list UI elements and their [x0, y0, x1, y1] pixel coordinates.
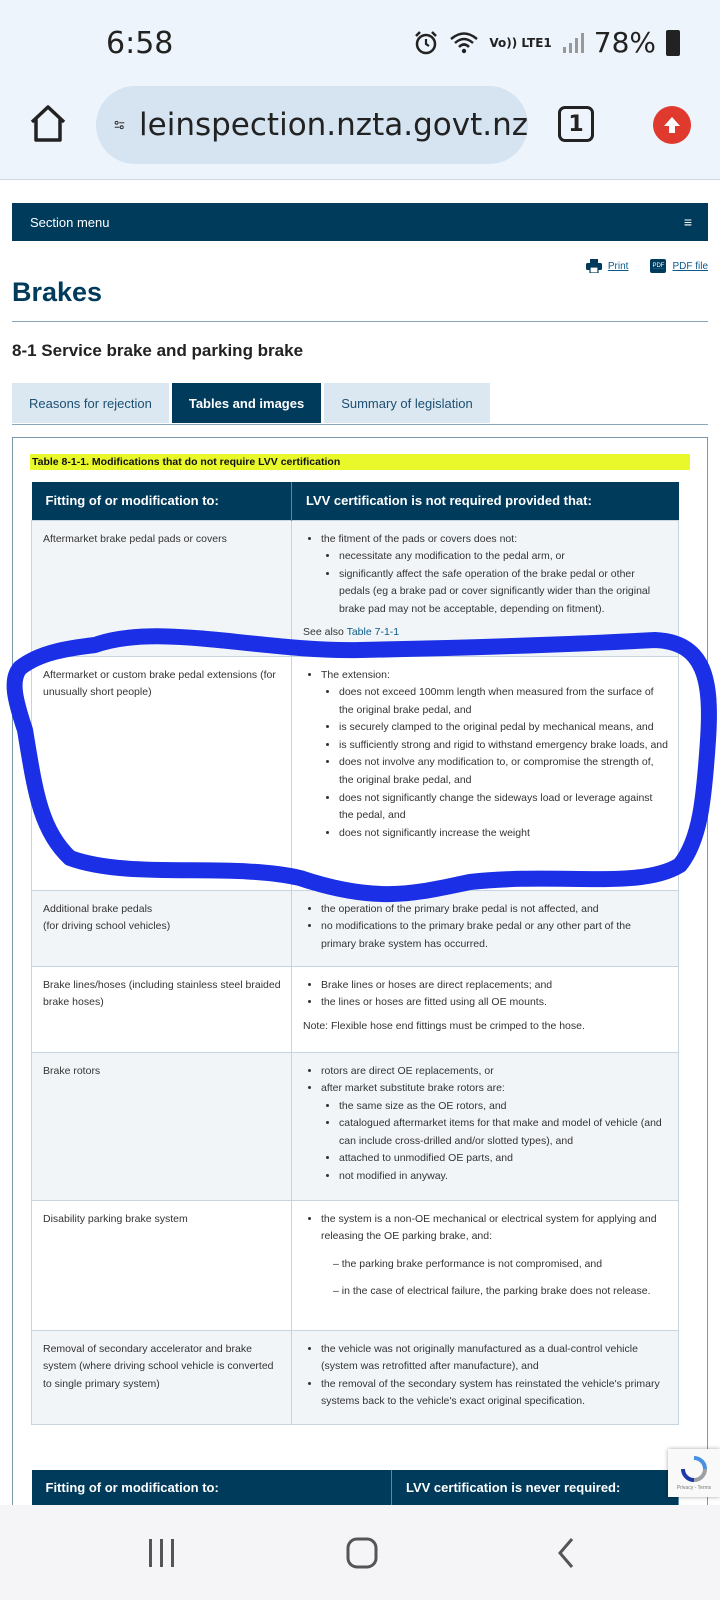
item-cell: Removal of secondary accelerator and brake system (where driving school vehicle is converted to single primary system): [32, 1330, 292, 1424]
hamburger-icon: ≡: [683, 214, 692, 230]
see-also: See also Table 7-1-1: [303, 626, 400, 639]
status-time: 6:58: [106, 26, 174, 61]
table-header-row: [32, 1470, 679, 1505]
battery-percent: 78%: [593, 26, 656, 59]
list-item: • does not significantly increase the weight: [339, 825, 668, 843]
list-item: • the operation of the primary brake pedal is not affected, and: [321, 901, 668, 919]
list-item: • does not significantly change the sideways load or leverage against the pedal, and: [339, 790, 668, 825]
tab-panel: [12, 437, 708, 1505]
list-item: • does not involve any modification to, or compromise the strength of, the original brake pedal, and: [339, 754, 668, 789]
item-cell: Aftermarket brake pedal pads or covers: [32, 520, 292, 656]
alarm-icon: [413, 30, 439, 56]
condition-text: The extension:: [321, 668, 390, 681]
update-icon[interactable]: [653, 106, 691, 144]
condition-cell: [292, 656, 679, 890]
tab-tables-and-images[interactable]: Tables and images: [172, 383, 321, 423]
tab-summary-of-legislation[interactable]: Summary of legislation: [324, 383, 490, 423]
list-item: after market substitute brake rotors are:: [321, 1082, 505, 1095]
item-cell: Disability parking brake system: [32, 1200, 292, 1330]
condition-cell: [292, 890, 679, 966]
utility-links: [586, 259, 708, 273]
list-item: • catalogued aftermarket items for that make and model of vehicle (and can include cross-drilled and/or slotted types), and: [339, 1115, 668, 1150]
signal-icon: [562, 32, 584, 54]
column-header: LVV certification is not required provided that:: [292, 482, 679, 520]
tab-reasons-for-rejection[interactable]: Reasons for rejection: [12, 383, 169, 423]
print-link[interactable]: [586, 259, 629, 273]
recent-apps-button[interactable]: [132, 1533, 192, 1573]
table-row: [32, 966, 679, 1052]
table-row: [32, 1330, 679, 1424]
list-item: • no modifications to the primary brake pedal or any other part of the primary brake system has occurred.: [321, 918, 668, 953]
pdf-link[interactable]: [650, 259, 708, 273]
list-item: • attached to unmodified OE parts, and: [339, 1150, 668, 1168]
table-row: [32, 890, 679, 966]
recaptcha-icon: [680, 1455, 708, 1483]
list-item: • Brake lines or hoses are direct replacements; and: [321, 977, 668, 995]
recent-apps-icon: [147, 1538, 177, 1568]
dash-item: – in the case of electrical failure, the parking brake does not release.: [333, 1285, 651, 1298]
home-nav-button[interactable]: [332, 1533, 392, 1573]
condition-cell: [292, 1200, 679, 1330]
section-heading: 8-1 Service brake and parking brake: [12, 341, 304, 360]
url-text[interactable]: leinspection.nzta.govt.nz: [139, 107, 528, 143]
condition-text: the fitment of the pads or covers does not:: [321, 532, 518, 545]
print-label[interactable]: Print: [607, 260, 629, 272]
battery-icon: [666, 30, 680, 56]
condition-cell: [292, 1052, 679, 1200]
table-caption: Table 8-1-1. Modifications that do not require LVV certification: [30, 454, 690, 470]
never-required-table: [31, 1470, 679, 1505]
table-row: [32, 1200, 679, 1330]
list-item: • is securely clamped to the original pedal by mechanical means, and: [339, 719, 668, 737]
table-link[interactable]: Table 7-1-1: [346, 626, 400, 639]
condition-cell: [292, 966, 679, 1052]
back-icon: [554, 1536, 578, 1570]
list-item: • the same size as the OE rotors, and: [339, 1098, 668, 1116]
condition-cell: [292, 1330, 679, 1424]
system-nav-bar: [0, 1505, 720, 1600]
dash-item: – the parking brake performance is not compromised, and: [333, 1257, 603, 1270]
list-item: • the removal of the secondary system has reinstated the vehicle's primary systems back to the vehicle's exact original specification.: [321, 1376, 668, 1411]
title-divider: [12, 321, 708, 322]
list-item: • significantly affect the safe operation of the brake pedal or other pedals (eg a brake pad or cover significantly wider than the original brake pad may not be acceptable, depending on fitment).: [339, 566, 668, 619]
content-tabs: [12, 383, 708, 425]
list-item: • the system is a non-OE mechanical or electrical system for applying and releasing the OE parking brake, and:: [321, 1211, 668, 1246]
web-page: [0, 181, 720, 1505]
column-header: Fitting of or modification to:: [32, 1470, 392, 1505]
item-cell: Brake lines/hoses (including stainless steel braided brake hoses): [32, 966, 292, 1052]
modifications-table: [31, 482, 679, 1425]
home-nav-icon: [345, 1536, 379, 1570]
list-item: • does not exceed 100mm length when measured from the surface of the original brake pedal, and: [339, 684, 668, 719]
recaptcha-badge[interactable]: [668, 1449, 720, 1497]
section-menu-label: Section menu: [30, 214, 110, 230]
column-header: Fitting of or modification to:: [32, 482, 292, 520]
home-icon[interactable]: [24, 100, 72, 148]
browser-toolbar: [0, 86, 720, 180]
status-icons: [413, 26, 680, 59]
item-cell: Brake rotors: [32, 1052, 292, 1200]
table-row: [32, 520, 679, 656]
network-label: Vo)) LTE1: [489, 35, 552, 50]
status-bar: [0, 0, 720, 86]
wifi-icon: [449, 31, 479, 55]
list-item: • necessitate any modification to the pedal arm, or: [339, 548, 668, 566]
address-bar[interactable]: [96, 86, 528, 164]
table-row: [32, 1052, 679, 1200]
pdf-icon: PDF: [650, 259, 666, 273]
item-cell: Aftermarket or custom brake pedal extensions (for unusually short people): [32, 656, 292, 890]
list-item: • the vehicle was not originally manufactured as a dual-control vehicle (system was retrofitted after manufacture), and: [321, 1341, 668, 1376]
note-text: Note: Flexible hose end fittings must be crimped to the hose.: [303, 1019, 585, 1032]
list-item: • the lines or hoses are fitted using all OE mounts.: [321, 994, 668, 1012]
back-button[interactable]: [536, 1533, 596, 1573]
condition-cell: [292, 520, 679, 656]
item-cell: Additional brake pedals (for driving school vehicles): [32, 890, 292, 966]
list-item: • is sufficiently strong and rigid to withstand emergency brake loads, and: [339, 737, 668, 755]
list-item: • rotors are direct OE replacements, or: [321, 1063, 668, 1081]
tab-switcher-button[interactable]: 1: [558, 106, 594, 142]
table-header-row: [32, 482, 679, 520]
section-menu-button[interactable]: [12, 203, 708, 241]
site-settings-icon[interactable]: [114, 110, 125, 140]
list-item: • not modified in anyway.: [339, 1168, 668, 1186]
table-row: [32, 656, 679, 890]
column-header: LVV certification is never required:: [392, 1470, 679, 1505]
recaptcha-text: Privacy - Terms: [676, 1485, 712, 1491]
pdf-label[interactable]: PDF file: [672, 260, 708, 272]
page-title: Brakes: [12, 277, 103, 307]
printer-icon: [586, 259, 602, 273]
